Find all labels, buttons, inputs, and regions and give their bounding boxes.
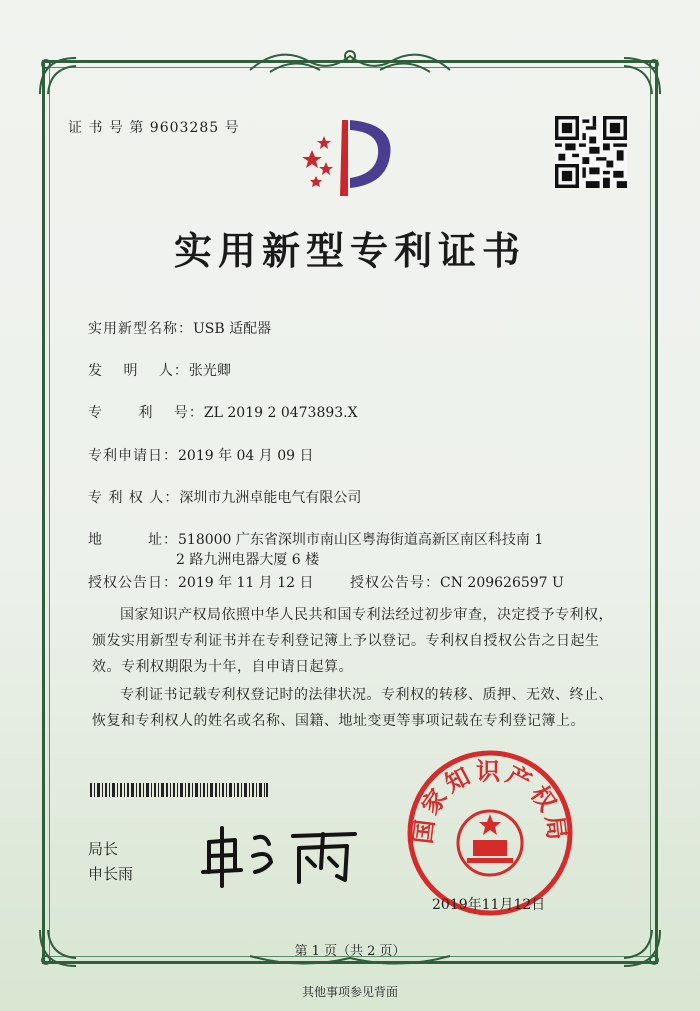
field-label: 专利申请日： (88, 448, 178, 464)
field-value: ZL 2019 2 0473893.X (203, 405, 358, 421)
certificate-number: 证 书 号 第 9603285 号 (68, 120, 240, 136)
field-label: 实用新型名称： (88, 321, 193, 337)
field-patent-number (88, 402, 358, 422)
director-name: 申长雨 (88, 865, 134, 883)
director-title: 局长 (88, 840, 119, 858)
corner-ornament-top-left (36, 54, 82, 100)
field-value: CN 209626597 U (440, 575, 564, 591)
field-value: 张光卿 (188, 363, 231, 379)
svg-text:国家知识产权局 (408, 757, 572, 846)
field-value: 深圳市九洲卓能电气有限公司 (179, 490, 362, 506)
field-address (88, 529, 543, 549)
field-value: 2019 年 11 月 12 日 (178, 575, 314, 591)
address-line-1: 518000 广东省深圳市南山区粤海街道高新区南区科技南 1 (178, 532, 544, 548)
field-label: 发 明 人： (88, 363, 189, 379)
seal-date: 2019年11月12日 (432, 897, 546, 913)
field-inventor (88, 360, 231, 380)
qr-code-icon (555, 116, 627, 188)
field-label: 授权公告日： (88, 575, 178, 591)
field-patentee (88, 487, 361, 507)
certificate-title: 实用新型专利证书 (173, 228, 526, 273)
paragraph-grant-statement: 国家知识产权局依照中华人民共和国专利法经过初步审查，决定授予专利权，颁发实用新型专利证书并在专利登记簿上予以登记。专利权自授权公告之日起生效。专利权期限为十年，自申请日起算。 (92, 607, 613, 675)
address-line-2: 2 路九洲电器大厦 6 楼 (176, 552, 320, 568)
field-grant-number (350, 572, 564, 592)
footer-note: 其他事项参见背面 (301, 985, 398, 999)
handwritten-signature (195, 820, 365, 890)
field-label: 专 利 号： (88, 405, 204, 421)
seal-text: 国家知识产权局 (407, 756, 573, 846)
page-number: 第 1 页（共 2 页） (294, 944, 406, 959)
field-value: USB 适配器 (193, 321, 272, 337)
top-ornament (240, 42, 460, 82)
field-value: 2019 年 04 月 09 日 (178, 448, 314, 464)
field-grant-date (88, 572, 314, 592)
field-label: 专 利 权 人： (88, 490, 180, 506)
official-seal-icon (405, 748, 575, 918)
paragraph-legal-status: 专利证书记载专利权登记时的法律状况。专利权的转移、质押、无效、终止、恢复和专利权人的姓名或名称、国籍、地址变更等事项记载在专利登记簿上。 (92, 687, 613, 729)
patent-office-logo-icon (290, 110, 410, 200)
field-label: 授权公告号： (350, 575, 440, 591)
field-label: 地 址： (88, 532, 178, 548)
field-application-date (88, 445, 314, 465)
barcode-icon (90, 783, 268, 797)
corner-ornament-top-right (618, 54, 664, 100)
field-utility-model-name (88, 318, 271, 338)
